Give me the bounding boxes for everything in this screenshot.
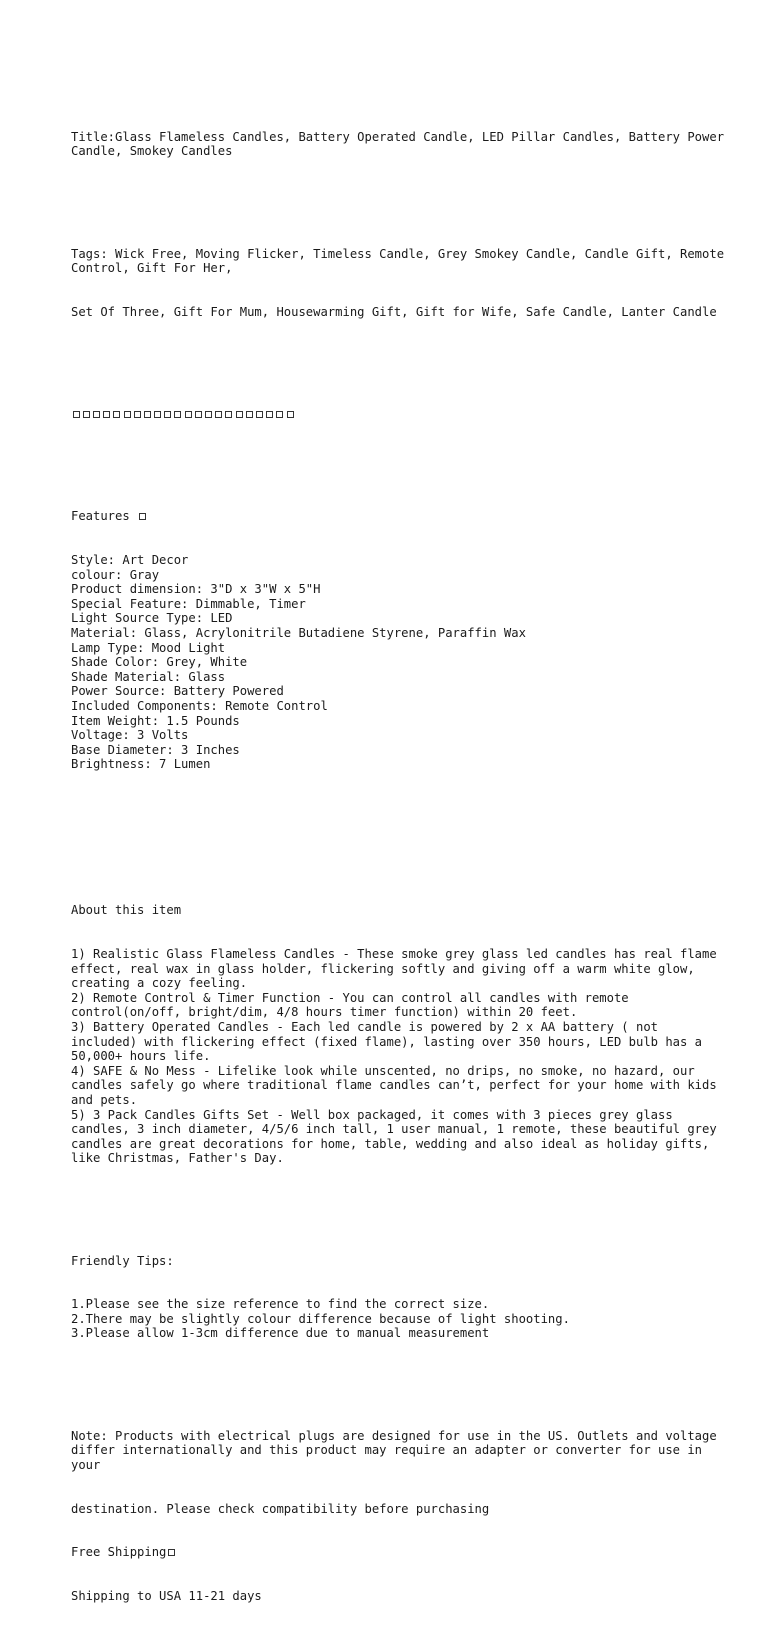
feature-item: Special Feature: Dimmable, Timer [71,596,306,611]
features-heading [71,509,731,524]
placeholder-glyph-icon [144,411,151,418]
feature-item: Brightness: 7 Lumen [71,757,211,772]
note-line-1: Note: Products with electrical plugs are designed for use in the US. Outlets and voltage differ internationally and this product may require an adapter or converter for use in your [71,1428,725,1472]
tip-item: 1.Please see the size reference to find the correct size. [71,1297,490,1312]
tip-item: 2.There may be slightly colour difference because of light shooting. [71,1311,570,1326]
shipping-time: Shipping to USA 11-21 days [71,1589,262,1604]
placeholder-glyph-icon [215,411,222,418]
placeholder-glyph-icon [73,411,80,418]
listing-document [71,86,731,1633]
free-shipping [71,1545,731,1560]
about-heading: About this item [71,903,182,918]
placeholder-glyph-icon [103,411,110,418]
product-title: Title:Glass Flameless Candles, Battery Operated Candle, LED Pillar Candles, Battery Power Candle, Smokey Candles [71,129,732,159]
placeholder-glyph-icon [195,411,202,418]
note-line-2: destination. Please check compatibility before purchasing [71,1501,490,1516]
placeholder-glyph-icon [134,411,141,418]
placeholder-glyph-icon [205,411,212,418]
feature-item: Included Components: Remote Control [71,698,328,713]
about-item: 5) 3 Pack Candles Gifts Set - Well box packaged, it comes with 3 pieces grey glass candles, 3 inch diameter, 4/5/6 inch tall, 1 user manual, 1 remote, these beautiful grey candles are great decorations for home, table, wedding and also ideal as holiday gifts, like Christmas, Father's Day. [71,1107,725,1166]
feature-item: colour: Gray [71,567,160,582]
feature-item: Shade Material: Glass [71,669,226,684]
feature-item: Lamp Type: Mood Light [71,640,226,655]
feature-item: Shade Color: Grey, White [71,655,248,670]
placeholder-glyph-icon [236,411,243,418]
feature-item: Base Diameter: 3 Inches [71,742,240,757]
placeholder-glyph-icon [154,411,161,418]
feature-item: Power Source: Battery Powered [71,684,284,699]
placeholder-glyph-icon [266,411,273,418]
placeholder-glyph-icon [139,513,146,520]
tags-line-1: Tags: Wick Free, Moving Flicker, Timeless Candle, Grey Smokey Candle, Candle Gift, Remote Control, Gift For Her, [71,246,732,276]
placeholder-glyph-icon [256,411,263,418]
feature-item: Light Source Type: LED [71,611,233,626]
feature-item: Product dimension: 3"D x 3"W x 5"H [71,582,321,597]
features-heading-text: Features [71,509,130,524]
feature-item: Material: Glass, Acrylonitrile Butadiene Styrene, Paraffin Wax [71,625,526,640]
placeholder-glyph-icon [174,411,181,418]
tip-item: 3.Please allow 1-3cm difference due to manual measurement [71,1326,490,1341]
placeholder-glyph-icon [225,411,232,418]
placeholder-glyph-icon [276,411,283,418]
placeholder-glyph-icon [246,411,253,418]
placeholder-glyph-icon [113,411,120,418]
placeholder-glyph-icon [93,411,100,418]
placeholder-glyph-icon [168,1549,175,1556]
free-shipping-text: Free Shipping [71,1545,167,1560]
placeholder-glyph-icon [124,411,131,418]
placeholder-glyph-icon [287,411,294,418]
about-item: 1) Realistic Glass Flameless Candles - These smoke grey glass led candles has real flame effect, real wax in glass holder, flickering softly and giving off a warm white glow, creating a cozy feeling. [71,947,725,991]
feature-item: Voltage: 3 Volts [71,728,189,743]
about-item: 2) Remote Control & Timer Function - You can control all candles with remote control(on/off, bright/dim, 4/8 hours timer function) within 20 feet. [71,990,636,1020]
placeholder-glyph-icon [83,411,90,418]
features-list [71,553,731,772]
tags-line-2: Set Of Three, Gift For Mum, Housewarming Gift, Gift for Wife, Safe Candle, Lanter Candle [71,304,717,319]
about-item: 3) Battery Operated Candles - Each led candle is powered by 2 x AA battery ( not included) with flickering effect (fixed flame), lasting over 350 hours, LED bulb has a 50,000+ hours life. [71,1020,710,1064]
tips-heading: Friendly Tips: [71,1253,174,1268]
placeholder-glyph-row [71,407,731,422]
tips-list [71,1297,731,1341]
feature-item: Item Weight: 1.5 Pounds [71,713,240,728]
about-item: 4) SAFE & No Mess - Lifelike look while unscented, no drips, no smoke, no hazard, our candles safely go where traditional flame candles can’t, perfect for your home with kids and pets. [71,1063,725,1107]
placeholder-glyph-icon [164,411,171,418]
placeholder-glyph-icon [185,411,192,418]
about-list [71,947,731,1166]
feature-item: Style: Art Decor [71,553,189,567]
